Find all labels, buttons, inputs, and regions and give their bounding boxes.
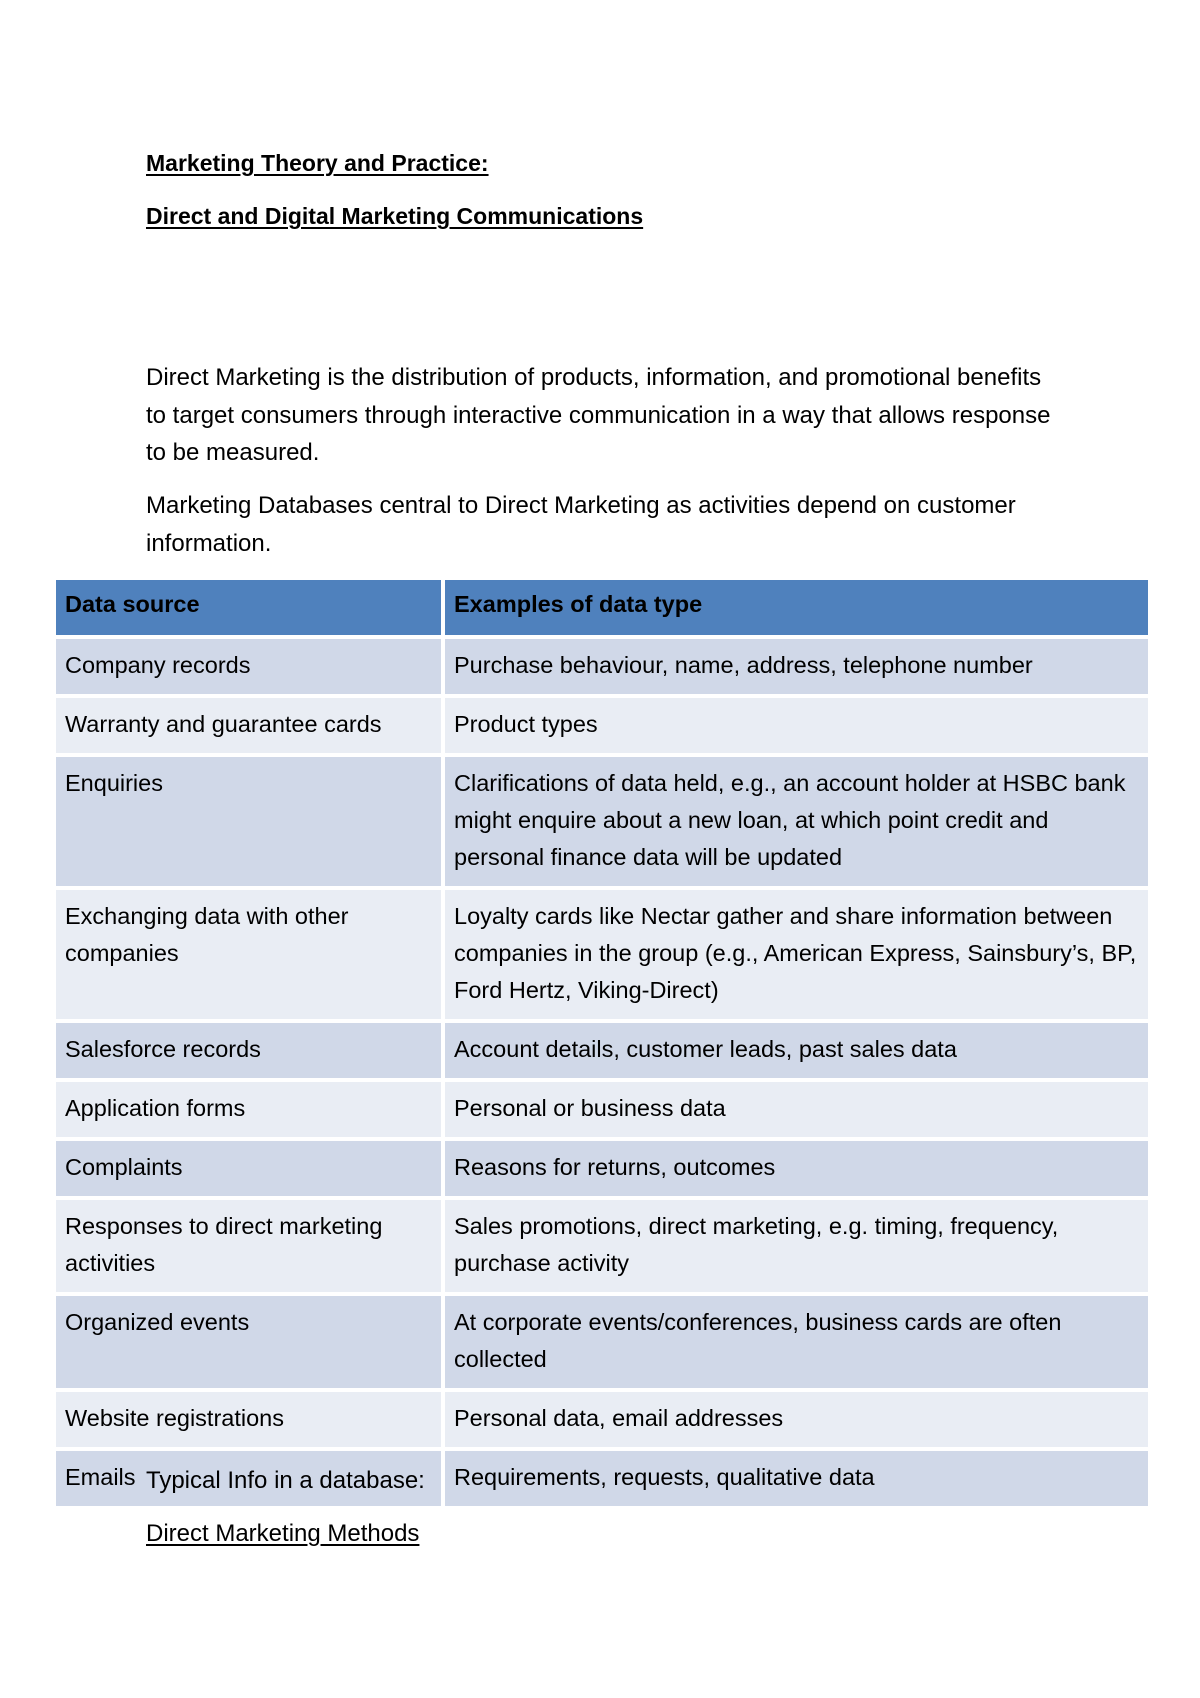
- table-row: [56, 698, 1148, 757]
- document-title: Marketing Theory and Practice:: [146, 150, 489, 176]
- definition-paragraph: [146, 359, 1066, 472]
- cell-source: Website registrations: [56, 1392, 441, 1451]
- table-row: [56, 1296, 1148, 1392]
- definition-text: Direct Marketing is the distribution of products, information, and promotional benefits to target consumers through interactive communication in a way that allows response to be measured.: [146, 364, 1051, 466]
- cell-source: Company records: [56, 639, 441, 698]
- table-row: [56, 1082, 1148, 1141]
- header-data-source: Data source: [56, 580, 441, 639]
- cell-examples: Personal or business data: [441, 1082, 1148, 1141]
- databases-text: Marketing Databases central to Direct Marketing as activities depend on customer information.: [146, 492, 1016, 557]
- cell-source: Salesforce records: [56, 1023, 441, 1082]
- table-row: [56, 1392, 1148, 1451]
- cell-examples: Account details, customer leads, past sales data: [441, 1023, 1148, 1082]
- document-subtitle: Direct and Digital Marketing Communications: [146, 203, 644, 229]
- cell-source: Warranty and guarantee cards: [56, 698, 441, 757]
- databases-paragraph: [146, 487, 1066, 562]
- cell-examples: Reasons for returns, outcomes: [441, 1141, 1148, 1200]
- table-row: [56, 757, 1148, 890]
- cell-source: Emails: [56, 1451, 441, 1506]
- cell-examples: Sales promotions, direct marketing, e.g. timing, frequency, purchase activity: [441, 1200, 1148, 1296]
- cell-examples: Personal data, email addresses: [441, 1392, 1148, 1451]
- cell-source: Organized events: [56, 1296, 441, 1392]
- cell-source: Exchanging data with other companies: [56, 890, 441, 1023]
- typical-info-text: Typical Info in a database:: [146, 1467, 425, 1494]
- table-row: [56, 1023, 1148, 1082]
- cell-examples: Loyalty cards like Nectar gather and share information between companies in the group (e.g., American Express, Sainsbury’s, BP, Ford Hertz, Viking-Direct): [441, 890, 1148, 1023]
- cell-source: Enquiries: [56, 757, 441, 890]
- table-header-row: [56, 580, 1148, 639]
- table-row: [56, 1141, 1148, 1200]
- cell-source: Application forms: [56, 1082, 441, 1141]
- table-row: [56, 1200, 1148, 1296]
- table-row: [56, 890, 1148, 1023]
- table-row: [56, 639, 1148, 698]
- methods-heading: Direct Marketing Methods: [146, 1520, 420, 1547]
- cell-examples: Product types: [441, 698, 1148, 757]
- cell-source: Complaints: [56, 1141, 441, 1200]
- cell-examples: At corporate events/conferences, business cards are often collected: [441, 1296, 1148, 1392]
- data-sources-table: [56, 580, 1148, 1506]
- cell-examples: Purchase behaviour, name, address, telephone number: [441, 639, 1148, 698]
- header-examples: Examples of data type: [441, 580, 1148, 639]
- cell-examples: Requirements, requests, qualitative data: [441, 1451, 1148, 1506]
- cell-examples: Clarifications of data held, e.g., an account holder at HSBC bank might enquire about a new loan, at which point credit and personal finance data will be updated: [441, 757, 1148, 890]
- cell-source: Responses to direct marketing activities: [56, 1200, 441, 1296]
